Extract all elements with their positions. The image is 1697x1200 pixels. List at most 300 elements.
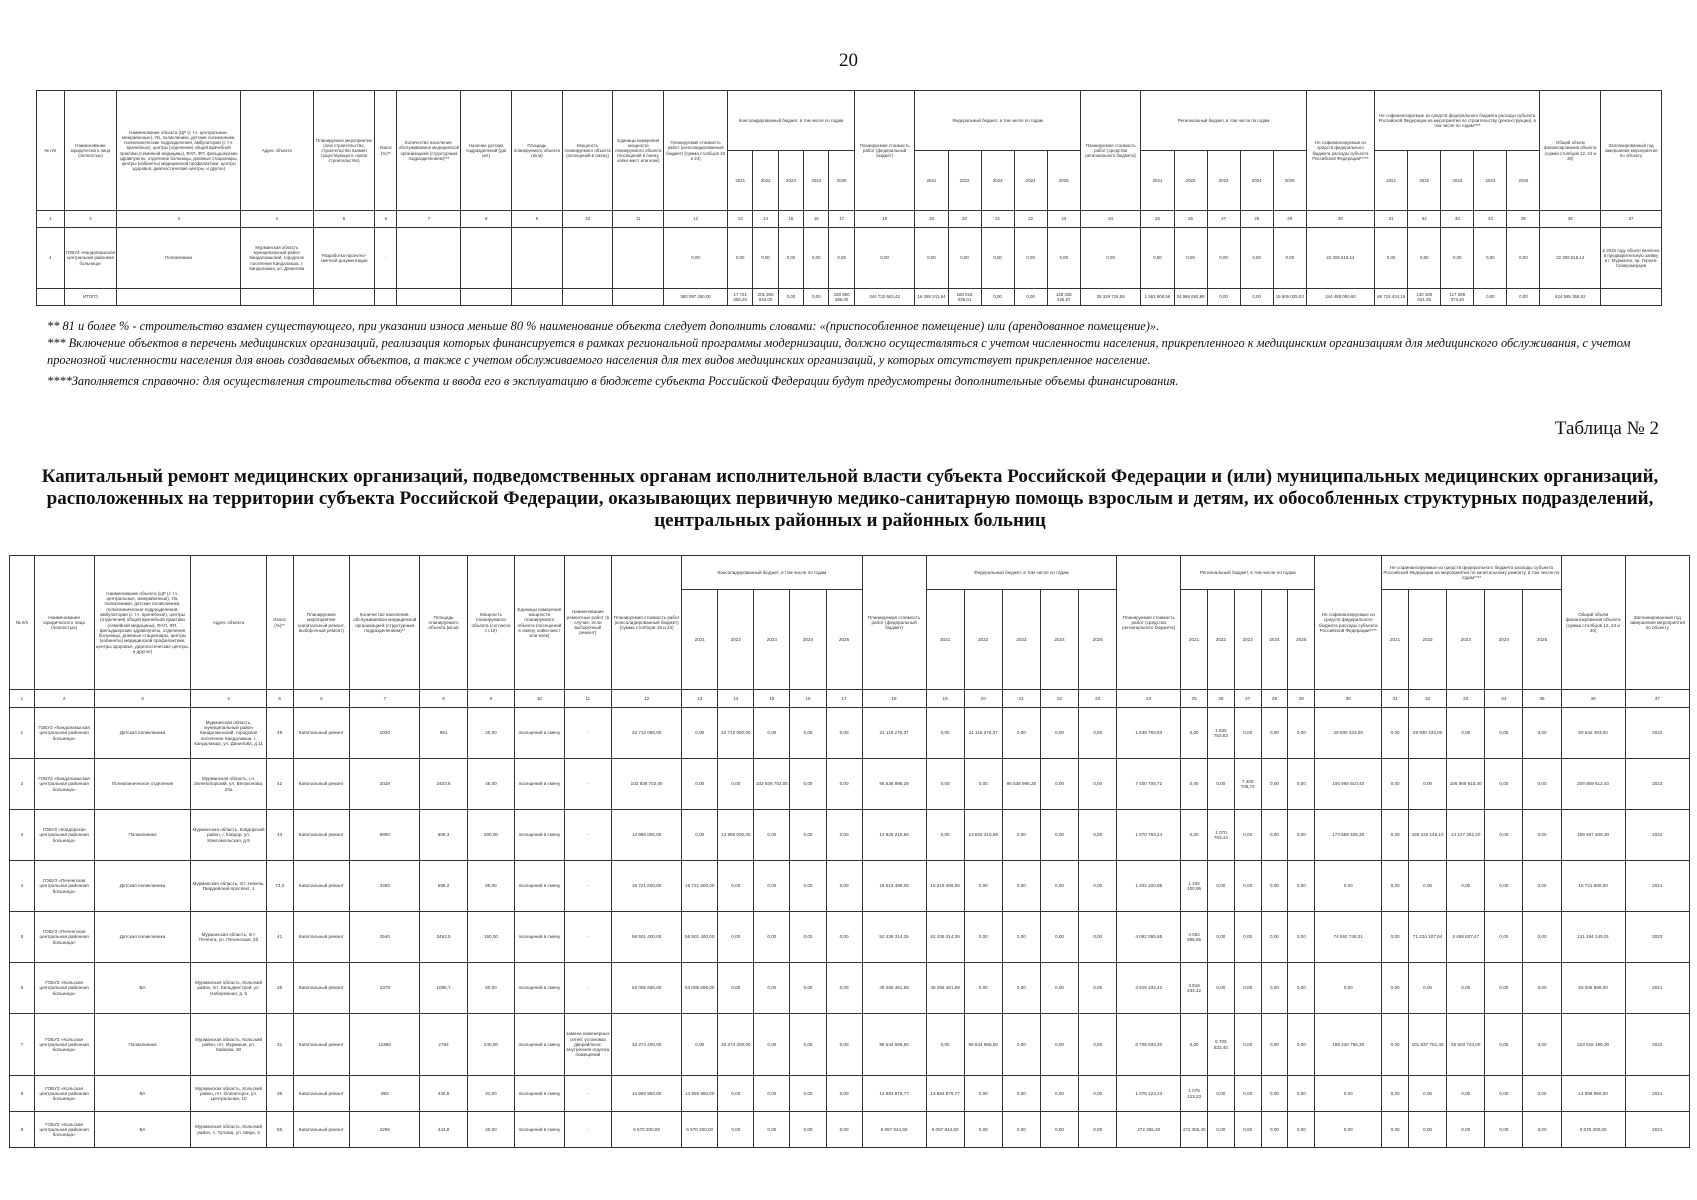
cell: в 2025 году объект включен в предварительную заявку в г. Мурманск, пр. Героев-Североморцев [1601,228,1662,289]
header-cell: Наименование объекта (ЦР (с т.ч. центральные, межрайонные), УБ, поликлиники, детские поликлиники, поликлинические подразделения, амбулатории (с т.ч. врачебные), центры (отделения) общей врачебной практики (семейной медицины), ФАП, ФП, фельдшерские здравпункты, отделения больницы, дневные стационары, центры (кабинеты) медицинской профилактики, центры здоровья, диагностические центры, и другое) [94,556,191,690]
cell: 0,00 [829,228,854,289]
header-cell: Планируемое мероприятие (new строительство, строительство взамен существующего, новое строительство) [313,91,375,211]
cell: 1 075 123,23 [1117,1076,1181,1112]
cell: 7 400 706,72 [1234,759,1261,810]
cell: 0,00 [1002,912,1040,963]
cell: 22 712 060,00 [612,708,682,759]
cell: 0,00 [1447,708,1485,759]
cell: 0,00 [1485,1076,1523,1112]
cell: 2023 [1625,912,1689,963]
cell: 0,00 [1523,912,1561,963]
cell: 20 [948,211,981,228]
cell: 35 [266,963,293,1014]
cell: ГОБУЗ «Кандалакшская центральная районная больница» [64,228,117,289]
cell: 2023 [1625,759,1689,810]
header-group: Консолидированный бюджет, в том числе по годам [728,91,855,151]
cell: посещений в смену [515,759,564,810]
cell: 0,00 [754,1112,790,1148]
cell: 0,00 [1409,861,1447,912]
cell: 60,00 [467,963,514,1014]
cell: 244 488 050,60 [1306,289,1374,306]
cell: 4 [191,690,266,708]
table-row [10,810,1690,861]
cell: Мурманская область муниципальный район Кандалакшский, городское поселение Кандалакша, г. Кандалакша, ул. Данилова [240,228,313,289]
cell: 0,00 [664,228,728,289]
cell: 37 [1625,690,1689,708]
cell: 0,00 [1234,810,1261,861]
year-cell: 2022 [1174,151,1207,211]
year-cell: 2023 [1447,590,1485,690]
cell: 180 018 036,01 [948,289,981,306]
cell: 52 439 314,35 [862,912,926,963]
header-group: Не софинансируемые из средств федерального бюджета расходы субъекта Российской Федерации на мероприятия по капитальному ремонту, в том числе по годам**** [1382,556,1561,590]
cell: 0,00 [826,810,862,861]
cell: 19 [915,211,948,228]
cell: 13 [682,690,718,708]
cell [461,289,512,306]
cell: 26 [1207,690,1234,708]
year-cell: 2025 [826,590,862,690]
cell: 0,00 [964,963,1002,1014]
cell: 0,00 [1261,1076,1288,1112]
cell: 0,00 [1409,1112,1447,1148]
cell: 13 [728,211,753,228]
cell: 33 [1447,690,1485,708]
header-cell: Наименование юридического лица (полностью) [64,91,117,211]
cell: 0,00 [1288,1076,1315,1112]
cell: 0,00 [1288,1014,1315,1076]
cell: 160 432 146,10 [1409,810,1447,861]
cell: 29 930 433,00 [1409,708,1447,759]
cell: 9 [467,690,514,708]
cell: 0,00 [1315,1112,1382,1148]
cell: 53 005 696,00 [682,963,718,1014]
cell: 56 501 400,00 [682,912,718,963]
cell: 0,00 [1507,228,1540,289]
header-cell: № п/п [37,91,65,211]
cell: 0,00 [1261,963,1288,1014]
cell: 35 [1523,690,1561,708]
year-cell: 2024 [1014,151,1047,211]
cell: 0,00 [964,1076,1002,1112]
cell: 3462,5 [420,912,467,963]
cell: 36 [1561,690,1625,708]
cell: 0,00 [964,1112,1002,1148]
cell: 0,00 [718,861,754,912]
cell: 0,00 [1181,708,1208,759]
cell: 0,00 [1441,228,1474,289]
cell: ГОБУЗ «Кольская центральная районная больница» [34,1112,94,1148]
cell: 0,00 [1002,708,1040,759]
header-cell: Адрес объекта [191,556,266,690]
cell: 13 825 216,56 [862,810,926,861]
cell: 4 [10,861,35,912]
cell: 56 501 400,00 [612,912,682,963]
cell: ГОБУЗ «Печенгская центральная районная больница» [34,912,94,963]
year-cell: 2023 [981,151,1014,211]
header-cell: Планируемая стоимость работ (консолидированный бюджет) (сумма столбцов 18 и 24) [612,556,682,690]
cell: 0,00 [1447,1076,1485,1112]
cell: 0,00 [964,759,1002,810]
year-cell: 2025 [1079,590,1117,690]
cell: 0,00 [1234,861,1261,912]
cell: 2022 [1625,1014,1689,1076]
cell: 150,00 [467,912,514,963]
cell [240,289,313,306]
cell: 0,00 [826,1112,862,1148]
cell: 0,00 [1485,810,1523,861]
cell: 0,00 [926,1014,964,1076]
cell: посещений в смену [515,1112,564,1148]
header-cell: Адрес объекта [240,91,313,211]
cell: 0,00 [1141,228,1174,289]
cell: 22 712 060,00 [718,708,754,759]
cell: Капитальный ремонт [293,963,350,1014]
cell: 0,00 [1485,861,1523,912]
cell: 73,3 [266,861,293,912]
cell: 0,00 [754,708,790,759]
cell: 0,00 [1174,228,1207,289]
cell: 6 097 844,60 [926,1112,964,1148]
cell: 6 [293,690,350,708]
cell [117,289,240,306]
cell: 1 202 100,95 [1117,861,1181,912]
header-cell: Планируемая стоимость работ (федеральный бюджет) [862,556,926,690]
cell [37,289,65,306]
cell: 26 [1174,211,1207,228]
cell: 16 721 600,00 [682,861,718,912]
cell: 0,00 [1523,861,1561,912]
cell: 0,00 [1234,708,1261,759]
year-cell: 2024 [1485,590,1523,690]
cell: 3540 [350,912,420,963]
cell: 0,00 [1261,708,1288,759]
cell: Капитальный ремонт [293,708,350,759]
cell: 1 [37,211,65,228]
cell: 1 070 783,44 [1207,810,1234,861]
cell: 20,00 [467,708,514,759]
cell: 2021 [1625,1112,1689,1148]
cell: 0,00 [1409,1076,1447,1112]
cell: 30 [1306,211,1374,228]
cell: 0,00 [1409,963,1447,1014]
cell: 0,00 [682,708,718,759]
cell: 3450 [350,861,420,912]
cell: 7 [397,211,461,228]
cell: 21 [981,211,1014,228]
cell: 1 [10,708,35,759]
cell: 1020 [350,708,420,759]
cell: 983 [350,1076,420,1112]
cell: 31 [1375,211,1408,228]
cell: 2021 [1625,1076,1689,1112]
cell: 2022 [1625,810,1689,861]
cell: посещений в смену [515,1014,564,1076]
cell: 14 [753,211,778,228]
cell: 8900 [350,810,420,861]
cell: 7 [10,1014,35,1076]
cell: 1 561 808,56 [1141,289,1174,306]
cell: 96 544 566,60 [964,1014,1002,1076]
cell: 0,00 [1181,810,1208,861]
cell: 37 [1601,211,1662,228]
header-cell: № п/п [10,556,35,690]
cell: 1 [10,690,35,708]
year-cell: 2025 [1507,151,1540,211]
cell: 0,00 [1181,759,1208,810]
cell: Мурманская область, Ковдорский район, г. Ковдор, ул. Комсомольская, д.5 [191,810,266,861]
cell: 74 692 745,01 [1315,912,1382,963]
cell: 0,00 [1408,228,1441,289]
cell [397,228,461,289]
cell: Мурманская область, г.п. Зеленоборский, ул. Белоконова, 23а [191,759,266,810]
table-caption: Капитальный ремонт медицинских организаций, подведомственных органам исполнительной власти субъекта Российской Федерации и (или) муниципальных медицинских организаций, расположенных на территории субъекта Российской Федерации, оказывающих первичную медико-санитарную помощь взрослым и детям, их обособленных структурных подразделений, центральных районных и районных больниц [41,466,1659,531]
cell: 0,00 [790,912,826,963]
cell: 0,00 [1207,289,1240,306]
cell: 3 916 234,42 [1117,963,1181,1014]
cell: 0,00 [790,861,826,912]
cell: 0,00 [1375,228,1408,289]
cell: 71 234 107,54 [1409,912,1447,963]
construction-table [36,90,1662,306]
header-cell: Наименование объекта (ЦР (с т.ч. центральные, межрайонные), УБ, поликлиники, детские поликлиники, поликлинические подразделения, амбулатории (с т.ч. врачебные), центры (отделения) общей врачебной практики (семейной медицины), ФАП, ФП, фельдшерские здравпункты, отделение больницы, дневные стационары, центры (кабинеты) медицинской профилактики, центры здоровья, диагностические центры, и другое) [117,91,240,211]
cell: 0,00 [754,1076,790,1112]
cell: 0,00 [1382,1014,1409,1076]
cell: 21 [1002,690,1040,708]
cell: 40,00 [467,1112,514,1148]
cell: Капитальный ремонт [293,912,350,963]
cell: 0,00 [1474,289,1507,306]
cell: 10 [515,690,564,708]
cell: 29 930 433,00 [1315,708,1382,759]
cell: 34 [1485,690,1523,708]
cell: 7 400 706,72 [1117,759,1181,810]
cell: 444,8 [420,1112,467,1148]
cell: 0,00 [1002,810,1040,861]
cell: 605,3 [420,810,467,861]
cell: 0,00 [1234,912,1261,963]
cell: 131 194 145,01 [1561,912,1625,963]
capital-repair-table [9,555,1690,1148]
cell: Поликлиника [94,810,191,861]
cell: 201 305 840,00 [753,289,778,306]
cell: 10 [562,211,613,228]
cell: 2296 [350,1112,420,1148]
cell: посещений в смену [515,861,564,912]
cell: Капитальный ремонт [293,1076,350,1112]
cell: 0,00 [1040,963,1078,1014]
year-cell: 2024 [1474,151,1507,211]
cell: 130 480 021,05 [1408,289,1441,306]
cell: 0,00 [1040,708,1078,759]
cell: 11 [564,690,611,708]
cell: 14 127 262,20 [1447,810,1485,861]
cell: 33 274 400,00 [612,1014,682,1076]
year-cell: 2023 [1002,590,1040,690]
cell: 22 [1040,690,1078,708]
column-number-row [10,690,1690,708]
cell: 160 990 396,00 [829,289,854,306]
year-cell: 2022 [1409,590,1447,690]
cell [613,289,664,306]
year-cell: 2022 [948,151,981,211]
cell: 0,00 [778,228,803,289]
cell: 2 [10,759,35,810]
cell: 189 240 796,30 [1315,1014,1382,1076]
cell: 49 265 461,58 [862,963,926,1014]
year-cell: 2021 [1181,590,1208,690]
cell: 28 [1240,211,1273,228]
table-row [10,861,1690,912]
cell: 981 [420,708,467,759]
cell: 0,00 [1288,810,1315,861]
cell: 6 705 833,40 [1117,1014,1181,1076]
cell: 20 [964,690,1002,708]
cell: 16 721 600,00 [612,861,682,912]
cell: 50 642 493,00 [1561,708,1625,759]
cell: 0,00 [1002,963,1040,1014]
cell: 0,00 [1079,810,1117,861]
cell: - [564,1076,611,1112]
cell: 0,00 [1474,228,1507,289]
cell: 1 635 783,63 [1117,708,1181,759]
cell: 49 [266,708,293,759]
cell: 0,00 [1288,963,1315,1014]
cell: 6 [10,963,35,1014]
cell: 16 721 600,00 [1561,861,1625,912]
cell: 36 [1540,211,1601,228]
cell: 0,00 [826,861,862,912]
cell: 4 [37,228,65,289]
cell: Мурманская область, Кольский район, пгт. Кильдинстрой, ул. Набережная, д. 8 [191,963,266,1014]
cell: 16 289 241,64 [915,289,948,306]
cell: 0,00 [804,228,829,289]
cell: 0,00 [826,1076,862,1112]
cell: 33 [1441,211,1474,228]
cell: 440,8 [420,1076,467,1112]
cell: 0,00 [1261,912,1288,963]
cell: 0,00 [790,759,826,810]
cell: 0,00 [1523,1014,1561,1076]
footnotes [47,318,1667,390]
cell: 15 [778,211,803,228]
header-cell: Единицы измерения мощности планируемого объекта (посещений в смену, койко-мест или коек) [515,556,564,690]
cell: 0,00 [1040,861,1078,912]
cell: 1 635 783,63 [1207,708,1234,759]
cell: 472 355,40 [1181,1112,1208,1148]
header-cell: Общий объем финансирования объекта (сумма столбцов 12, 24 и 30) [1540,91,1601,211]
cell: 4 062 085,65 [1117,912,1181,963]
cell: 0,00 [1240,289,1273,306]
cell: 27 [1234,690,1261,708]
table-row [37,228,1662,289]
cell: 9 [512,211,563,228]
cell: 0,00 [1523,708,1561,759]
cell: 0,00 [778,289,803,306]
cell: посещений в смену [515,1076,564,1112]
cell: 0,00 [1382,963,1409,1014]
year-cell: 2024 [1040,590,1078,690]
cell: 0,00 [1079,861,1117,912]
header-cell: Мощность планируемого объекта (посещений в смену) [562,91,613,211]
cell: 27 [1207,211,1240,228]
cell: - [564,1112,611,1148]
cell: 53 005 696,00 [612,963,682,1014]
cell: 0,00 [1240,228,1273,289]
cell: 0,00 [926,810,964,861]
cell: 32 [1408,211,1441,228]
cell: 6 097 844,60 [862,1112,926,1148]
cell: 0,00 [1315,861,1382,912]
footnote: *** Включение объектов в перечень медицинских организаций, реализация которых финансируется в рамках региональной программы модернизации, должно осуществляться с учетом численности населения, прикрепленного к медицинским организациям для медицинского обслуживания, с учетом прогнозной численности населения для вновь создаваемых объектов, а также с учетом обслуживаемого населения для тех видов медицинских организаций, у которых отсутствует прикрепленное население. [47,336,1631,367]
cell: 22 306 618,14 [1540,228,1601,289]
year-cell: 2022 [718,590,754,690]
header-cell: Мощность планируемого объекта (согласно ст.10) [467,556,514,690]
cell: 0,00 [1014,289,1047,306]
cell: 102 939 702,00 [612,759,682,810]
cell: - [564,759,611,810]
cell: 0,00 [753,228,778,289]
cell: 0,00 [826,1014,862,1076]
cell: 0,00 [1234,963,1261,1014]
cell: 0,00 [1207,759,1234,810]
cell: 0,00 [926,708,964,759]
cell: 189 467 408,30 [1561,810,1625,861]
cell: 0,00 [826,963,862,1014]
cell: 14 959 950,00 [682,1076,718,1112]
cell: 0,00 [754,963,790,1014]
cell: 0,00 [1079,1014,1117,1076]
cell: 7 [350,690,420,708]
year-cell: 2022 [1207,590,1234,690]
cell: 0,00 [1079,759,1117,810]
cell: 0,00 [1002,1112,1040,1148]
cell: 0,00 [790,810,826,861]
cell: 95 538 995,28 [862,759,926,810]
cell: 3 [10,810,35,861]
cell: 25 [1181,690,1208,708]
cell: 106 969 910,40 [1447,759,1485,810]
cell: 0,00 [1485,759,1523,810]
cell: 5 [313,211,375,228]
cell: 2021 [1625,861,1689,912]
cell: 223 515 196,30 [1561,1014,1625,1076]
year-cell: 2025 [829,151,854,211]
cell: - [564,861,611,912]
cell: 18 [854,211,915,228]
cell: 0,00 [790,963,826,1014]
cell [461,228,512,289]
cell: 209 909 612,40 [1561,759,1625,810]
header-group: Федеральный бюджет, в том числе по годам [915,91,1080,151]
cell: 0,00 [981,228,1014,289]
cell: 0,00 [1261,759,1288,810]
cell: Поликлиника [117,228,240,289]
cell: 0,00 [1523,1076,1561,1112]
cell: 53 005 696,00 [1561,963,1625,1014]
cell: 0,00 [1382,810,1409,861]
cell: 6 570 200,00 [682,1112,718,1148]
cell: ВА [94,1112,191,1148]
cell: 0,00 [1079,963,1117,1014]
cell: 85,00 [467,861,514,912]
cell: 0,00 [1040,912,1078,963]
cell: 69 719 424,16 [1375,289,1408,306]
page-number: 20 [839,50,858,71]
cell: 2784 [420,1014,467,1076]
cell: 2022 [1625,708,1689,759]
year-cell: 2023 [1207,151,1240,211]
